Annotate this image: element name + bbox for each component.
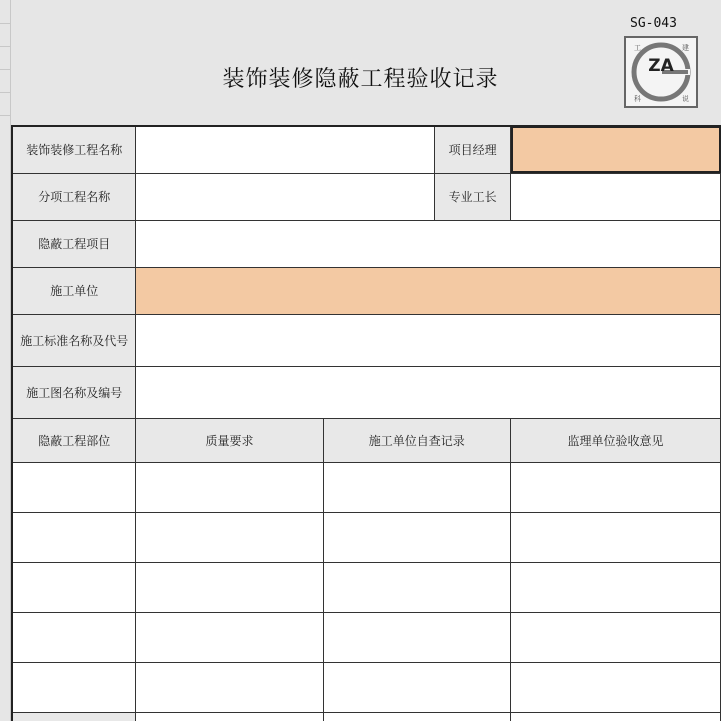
table-row: [12, 712, 721, 721]
requirement-cell[interactable]: [136, 562, 323, 612]
drawing-label: 施工图名称及编号: [12, 366, 136, 418]
project-manager-label: 项目经理: [435, 126, 511, 173]
location-cell[interactable]: [12, 662, 136, 712]
location-cell[interactable]: [12, 562, 136, 612]
table-row: [12, 512, 721, 562]
column-header: 监理单位验收意见: [511, 418, 721, 462]
requirement-cell[interactable]: [136, 712, 323, 721]
self-check-cell[interactable]: [323, 512, 511, 562]
self-check-cell[interactable]: [323, 612, 511, 662]
self-check-cell[interactable]: [323, 662, 511, 712]
acceptance-form: [11, 125, 721, 721]
supervision-cell[interactable]: [511, 512, 721, 562]
logo-corner-char: 科: [634, 95, 641, 103]
construction-unit-label: 施工单位: [12, 267, 136, 314]
hidden-item-cell[interactable]: [136, 220, 721, 267]
location-cell[interactable]: [12, 512, 136, 562]
column-header: 质量要求: [136, 418, 323, 462]
sub-project-cell[interactable]: [136, 173, 435, 220]
standard-label: 施工标准名称及代号: [12, 314, 136, 366]
table-row: [12, 562, 721, 612]
form-code: SG-043: [630, 16, 677, 31]
construction-unit-cell[interactable]: [136, 267, 721, 314]
gridline: [0, 115, 10, 116]
sub-project-label: 分项工程名称: [12, 173, 136, 220]
supervision-cell[interactable]: [511, 662, 721, 712]
table-row: [12, 612, 721, 662]
table-row: [12, 662, 721, 712]
gridline: [0, 23, 10, 24]
project-manager-cell[interactable]: [511, 126, 721, 173]
supervision-cell[interactable]: [511, 462, 721, 512]
requirement-cell[interactable]: [136, 662, 323, 712]
self-check-cell[interactable]: [323, 712, 511, 721]
project-name-cell[interactable]: [136, 126, 435, 173]
supervision-cell[interactable]: [511, 562, 721, 612]
logo-corner-char: 说: [682, 95, 689, 103]
supervision-cell[interactable]: [511, 612, 721, 662]
foreman-cell[interactable]: [511, 173, 721, 220]
hidden-item-label: 隐蔽工程项目: [12, 220, 136, 267]
column-header: 施工单位自查记录: [323, 418, 511, 462]
foreman-label: 专业工长: [435, 173, 511, 220]
requirement-cell[interactable]: [136, 512, 323, 562]
logo-corner-char: 工: [634, 44, 641, 52]
document-title: 装饰装修隐蔽工程验收记录: [222, 67, 499, 92]
standard-cell[interactable]: [136, 314, 721, 366]
self-check-cell[interactable]: [323, 562, 511, 612]
table-row: [12, 462, 721, 512]
location-cell[interactable]: [12, 462, 136, 512]
location-cell[interactable]: [12, 612, 136, 662]
drawing-cell[interactable]: [136, 366, 721, 418]
project-name-label: 装饰装修工程名称: [12, 126, 136, 173]
logo-letters: ZA: [648, 56, 674, 76]
gridline: [0, 46, 10, 47]
column-header: 隐蔽工程部位: [12, 418, 136, 462]
location-cell[interactable]: [12, 712, 136, 721]
supervision-cell[interactable]: [511, 712, 721, 721]
self-check-cell[interactable]: [323, 462, 511, 512]
requirement-cell[interactable]: [136, 462, 323, 512]
logo-corner-char: 建: [682, 44, 689, 52]
requirement-cell[interactable]: [136, 612, 323, 662]
